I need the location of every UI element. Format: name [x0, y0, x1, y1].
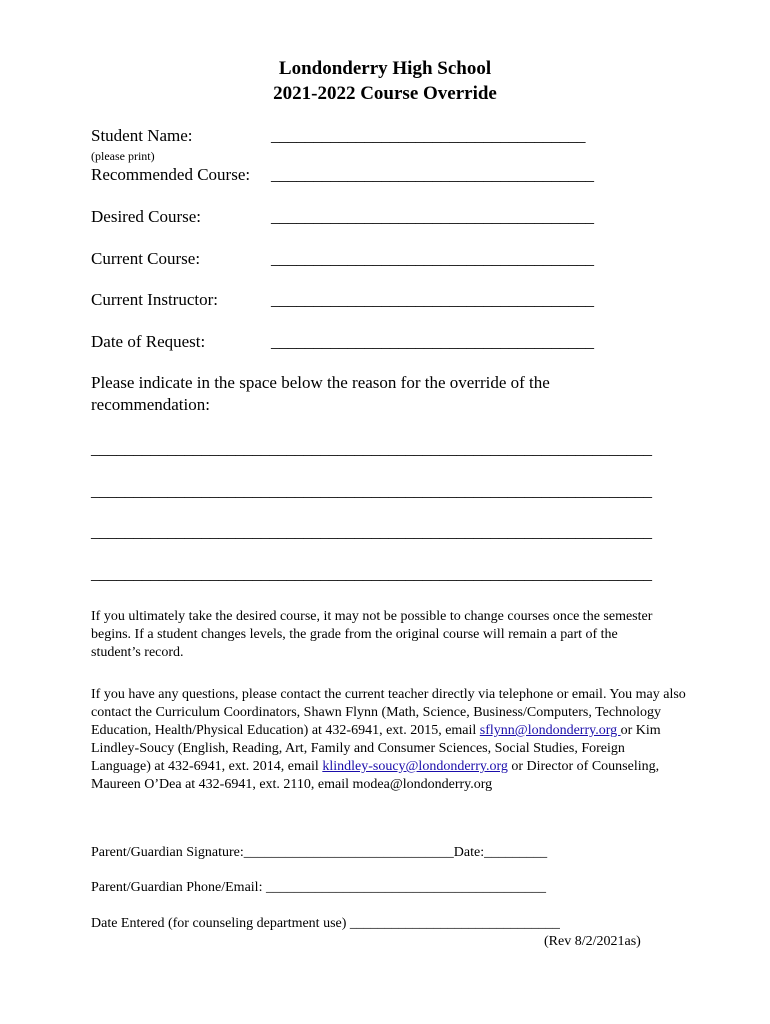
date-of-request-field[interactable]: ______________________________________	[271, 332, 594, 351]
contact-text: or Kim Lindley-Soucy (English, Reading, Art, Family and Consumer Sciences, Social Studies, Foreign Language) at 432-6941, ext. 2014, email	[91, 723, 661, 774]
please-print-note: (please print)	[91, 149, 155, 163]
current-course-field[interactable]: ______________________________________	[271, 249, 594, 268]
parent-phone-email-line[interactable]: Parent/Guardian Phone/Email: ________________________________________	[91, 880, 546, 895]
contact-paragraph	[91, 686, 686, 794]
school-name: Londonderry High School	[278, 58, 492, 79]
current-instructor-field[interactable]: ______________________________________	[271, 290, 594, 309]
course-change-notice: If you ultimately take the desired course, it may not be possible to change courses once the semester begins. If a student changes levels, the grade from the original course will remain a part of the student’s record.	[91, 609, 653, 660]
reason-line[interactable]: __________________________________________________________________	[91, 439, 652, 458]
parent-signature-line[interactable]: Parent/Guardian Signature:______________________________Date:_________	[91, 845, 548, 860]
sflynn-email-link[interactable]: sflynn@londonderry.org	[479, 723, 621, 738]
contact-text: or Director of Counseling, Maureen O’Dea at 432-6941, ext. 2110, email modea@londonderry.org	[91, 759, 660, 792]
current-instructor-label: Current Instructor:	[91, 290, 218, 309]
klindley-soucy-email-link[interactable]: klindley-soucy@londonderry.org	[322, 759, 508, 774]
desired-course-label: Desired Course:	[91, 207, 202, 226]
contact-text: If you have any questions, please contact the current teacher directly via telephone or email. You may also contact the Curriculum Coordinators, Shawn Flynn (Math, Science, Business/Computers, Technology Education, Health/Physical Education) at 432-6941, ext. 2015, email	[91, 687, 686, 738]
reason-line[interactable]: __________________________________________________________________	[91, 481, 652, 500]
revision-note: (Rev 8/2/2021as)	[544, 934, 641, 949]
desired-course-field[interactable]: ______________________________________	[271, 207, 594, 226]
reason-line[interactable]: __________________________________________________________________	[91, 564, 652, 583]
form-title: 2021-2022 Course Override	[273, 83, 497, 104]
reason-line[interactable]: __________________________________________________________________	[91, 522, 652, 541]
date-of-request-label: Date of Request:	[91, 332, 206, 351]
date-entered-line[interactable]: Date Entered (for counseling department use) ______________________________	[91, 916, 560, 931]
student-name-label: Student Name:	[91, 126, 193, 145]
recommended-course-field[interactable]: ______________________________________	[271, 165, 594, 184]
student-name-field[interactable]: _____________________________________	[271, 126, 586, 145]
reason-prompt: Please indicate in the space below the reason for the override of the recommendation:	[91, 373, 550, 414]
recommended-course-label: Recommended Course:	[91, 165, 251, 184]
current-course-label: Current Course:	[91, 249, 201, 268]
